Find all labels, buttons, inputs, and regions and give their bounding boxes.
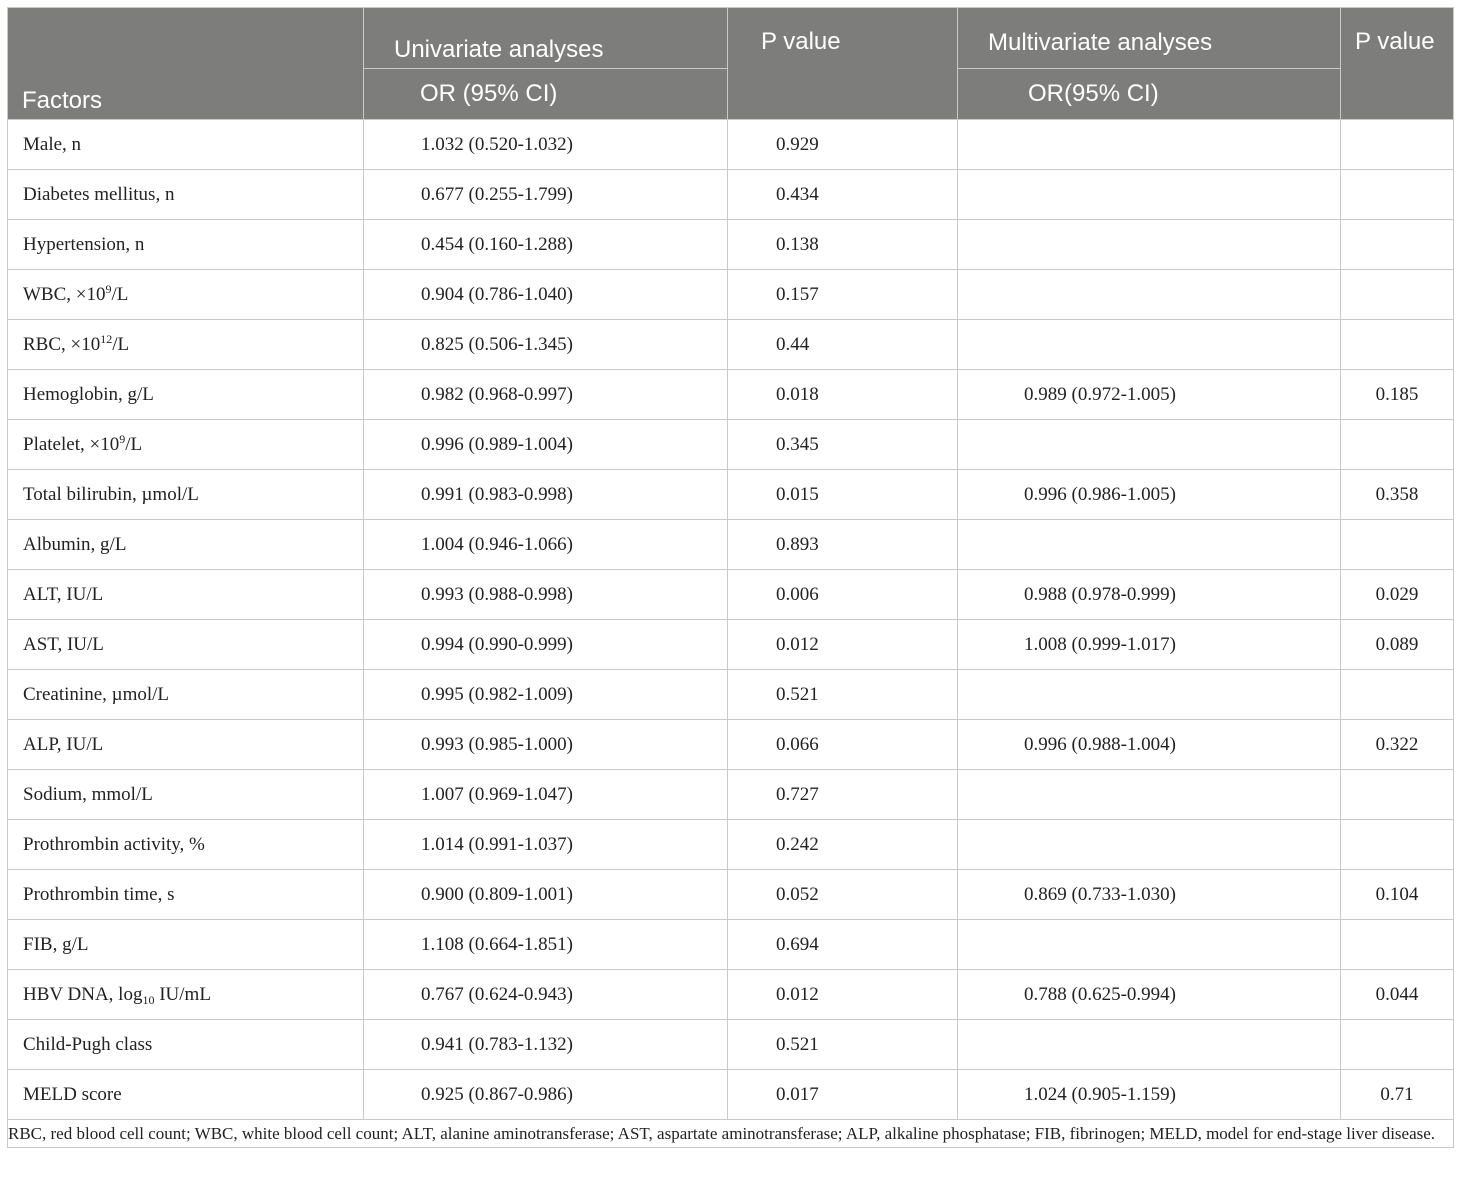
univariate-p-cell: 0.157 — [728, 270, 958, 320]
multivariate-p-cell: 0.71 — [1341, 1070, 1454, 1120]
univariate-p-cell: 0.006 — [728, 570, 958, 620]
table-row — [8, 220, 1454, 270]
factor-label: Sodium, mmol/L — [23, 783, 153, 805]
header-p-value-univariate: P value — [728, 8, 958, 120]
univariate-or-cell: 0.991 (0.983-0.998) — [364, 470, 728, 520]
factor-cell — [8, 770, 364, 820]
multivariate-or-cell: 0.996 (0.986-1.005) — [958, 470, 1341, 520]
univariate-or-cell: 0.677 (0.255-1.799) — [364, 170, 728, 220]
multivariate-p-cell — [1341, 120, 1454, 170]
multivariate-or-cell — [958, 1020, 1341, 1070]
factor-superscript: 12 — [100, 331, 113, 346]
factor-label: RBC, ×10 — [23, 333, 101, 355]
factor-label: ALT, IU/L — [23, 583, 104, 605]
univariate-or-cell: 0.995 (0.982-1.009) — [364, 670, 728, 720]
multivariate-or-cell — [958, 420, 1341, 470]
factor-cell — [8, 670, 364, 720]
header-factors: Factors — [8, 8, 364, 120]
multivariate-p-cell — [1341, 220, 1454, 270]
multivariate-or-cell: 0.996 (0.988-1.004) — [958, 720, 1341, 770]
table-row — [8, 320, 1454, 370]
multivariate-p-cell: 0.322 — [1341, 720, 1454, 770]
header-multivariate: Multivariate analyses — [958, 8, 1341, 69]
table-row — [8, 820, 1454, 870]
factor-unit: IU/mL — [154, 983, 211, 1005]
univariate-or-cell: 0.994 (0.990-0.999) — [364, 620, 728, 670]
header-multivariate-or: OR(95% CI) — [958, 69, 1341, 120]
univariate-p-cell: 0.242 — [728, 820, 958, 870]
factor-label: Hypertension, n — [23, 233, 145, 255]
table-row — [8, 170, 1454, 220]
multivariate-p-cell — [1341, 770, 1454, 820]
factor-label: Total bilirubin, µmol/L — [23, 483, 199, 505]
multivariate-or-cell — [958, 120, 1341, 170]
multivariate-p-cell: 0.029 — [1341, 570, 1454, 620]
univariate-p-cell: 0.345 — [728, 420, 958, 470]
univariate-p-cell: 0.017 — [728, 1070, 958, 1120]
table-row — [8, 270, 1454, 320]
table-row — [8, 920, 1454, 970]
univariate-p-cell: 0.052 — [728, 870, 958, 920]
univariate-or-cell: 0.767 (0.624-0.943) — [364, 970, 728, 1020]
factor-label: Prothrombin activity, % — [23, 833, 205, 855]
table-row — [8, 1070, 1454, 1120]
factor-cell — [8, 1070, 364, 1120]
univariate-p-cell: 0.066 — [728, 720, 958, 770]
multivariate-or-cell — [958, 270, 1341, 320]
univariate-p-cell: 0.694 — [728, 920, 958, 970]
univariate-or-cell: 0.454 (0.160-1.288) — [364, 220, 728, 270]
table-footnote: RBC, red blood cell count; WBC, white blood cell count; ALT, alanine aminotransferase; AST, aspartate aminotransferase; ALP, alkaline phosphatase; FIB, fibrinogen; MELD, model for end-stage liver disease. — [8, 1120, 1454, 1148]
factor-cell — [8, 170, 364, 220]
univariate-or-cell: 1.014 (0.991-1.037) — [364, 820, 728, 870]
multivariate-or-cell — [958, 320, 1341, 370]
multivariate-p-cell: 0.089 — [1341, 620, 1454, 670]
header-univariate: Univariate analyses — [364, 8, 728, 69]
univariate-or-cell: 0.993 (0.988-0.998) — [364, 570, 728, 620]
table-row — [8, 720, 1454, 770]
table-row — [8, 420, 1454, 470]
table-row — [8, 870, 1454, 920]
multivariate-or-cell — [958, 820, 1341, 870]
table-row — [8, 520, 1454, 570]
factor-label: FIB, g/L — [23, 933, 89, 955]
factor-label: Creatinine, µmol/L — [23, 683, 170, 705]
multivariate-p-cell — [1341, 920, 1454, 970]
multivariate-or-cell: 0.988 (0.978-0.999) — [958, 570, 1341, 620]
factor-cell — [8, 570, 364, 620]
header-univariate-or: OR (95% CI) — [364, 69, 728, 120]
factor-label: Prothrombin time, s — [23, 883, 175, 905]
factor-cell — [8, 870, 364, 920]
factor-unit: /L — [112, 333, 130, 355]
multivariate-p-cell: 0.104 — [1341, 870, 1454, 920]
factor-cell — [8, 1020, 364, 1070]
multivariate-p-cell — [1341, 520, 1454, 570]
factor-superscript: 9 — [105, 281, 112, 296]
univariate-p-cell: 0.893 — [728, 520, 958, 570]
multivariate-p-cell: 0.044 — [1341, 970, 1454, 1020]
factor-cell — [8, 220, 364, 270]
table-row — [8, 370, 1454, 420]
multivariate-or-cell: 1.024 (0.905-1.159) — [958, 1070, 1341, 1120]
factor-cell — [8, 120, 364, 170]
table-row — [8, 570, 1454, 620]
factor-superscript: 9 — [119, 431, 126, 446]
multivariate-p-cell — [1341, 420, 1454, 470]
univariate-p-cell: 0.138 — [728, 220, 958, 270]
univariate-p-cell: 0.521 — [728, 670, 958, 720]
multivariate-or-cell: 0.989 (0.972-1.005) — [958, 370, 1341, 420]
factor-label: Male, n — [23, 133, 82, 155]
factor-label: HBV DNA, log — [23, 983, 143, 1005]
table-body — [8, 120, 1454, 1120]
multivariate-p-cell: 0.358 — [1341, 470, 1454, 520]
univariate-or-cell: 0.982 (0.968-0.997) — [364, 370, 728, 420]
factor-cell — [8, 420, 364, 470]
factor-unit: /L — [111, 283, 129, 305]
factor-label: WBC, ×10 — [23, 283, 106, 305]
univariate-or-cell: 0.941 (0.783-1.132) — [364, 1020, 728, 1070]
univariate-or-cell: 1.004 (0.946-1.066) — [364, 520, 728, 570]
factor-label: Diabetes mellitus, n — [23, 183, 175, 205]
univariate-or-cell: 1.032 (0.520-1.032) — [364, 120, 728, 170]
table-row — [8, 770, 1454, 820]
univariate-or-cell: 0.993 (0.985-1.000) — [364, 720, 728, 770]
factor-cell — [8, 820, 364, 870]
univariate-or-cell: 0.996 (0.989-1.004) — [364, 420, 728, 470]
univariate-or-cell: 0.900 (0.809-1.001) — [364, 870, 728, 920]
multivariate-or-cell — [958, 770, 1341, 820]
multivariate-p-cell — [1341, 270, 1454, 320]
factor-subscript: 10 — [142, 992, 155, 1007]
table-row — [8, 470, 1454, 520]
factor-label: AST, IU/L — [23, 633, 104, 655]
multivariate-or-cell — [958, 670, 1341, 720]
factor-label: Child-Pugh class — [23, 1033, 153, 1055]
table-row — [8, 620, 1454, 670]
univariate-or-cell: 0.925 (0.867-0.986) — [364, 1070, 728, 1120]
univariate-or-cell: 1.007 (0.969-1.047) — [364, 770, 728, 820]
factor-cell — [8, 720, 364, 770]
multivariate-p-cell — [1341, 170, 1454, 220]
factor-cell — [8, 970, 364, 1020]
factor-label: Hemoglobin, g/L — [23, 383, 154, 405]
factor-label: MELD score — [23, 1083, 122, 1105]
multivariate-p-cell — [1341, 670, 1454, 720]
univariate-or-cell: 0.825 (0.506-1.345) — [364, 320, 728, 370]
multivariate-or-cell — [958, 170, 1341, 220]
factor-label: ALP, IU/L — [23, 733, 104, 755]
factor-cell — [8, 270, 364, 320]
factor-cell — [8, 920, 364, 970]
multivariate-or-cell — [958, 220, 1341, 270]
factor-unit: /L — [125, 433, 143, 455]
factor-label: Albumin, g/L — [23, 533, 127, 555]
univariate-p-cell: 0.015 — [728, 470, 958, 520]
multivariate-p-cell — [1341, 320, 1454, 370]
factor-label: Platelet, ×10 — [23, 433, 120, 455]
factor-cell — [8, 470, 364, 520]
univariate-p-cell: 0.012 — [728, 620, 958, 670]
table-row — [8, 120, 1454, 170]
multivariate-or-cell — [958, 920, 1341, 970]
univariate-p-cell: 0.521 — [728, 1020, 958, 1070]
factor-cell — [8, 320, 364, 370]
factor-cell — [8, 370, 364, 420]
univariate-p-cell: 0.727 — [728, 770, 958, 820]
factor-cell — [8, 520, 364, 570]
univariate-p-cell: 0.434 — [728, 170, 958, 220]
table-row — [8, 670, 1454, 720]
table-row — [8, 970, 1454, 1020]
multivariate-or-cell — [958, 520, 1341, 570]
multivariate-or-cell: 0.788 (0.625-0.994) — [958, 970, 1341, 1020]
univariate-p-cell: 0.018 — [728, 370, 958, 420]
table-header — [8, 8, 1454, 120]
univariate-or-cell: 1.108 (0.664-1.851) — [364, 920, 728, 970]
multivariate-p-cell — [1341, 1020, 1454, 1070]
factor-cell — [8, 620, 364, 670]
results-table — [7, 7, 1454, 1148]
multivariate-p-cell — [1341, 820, 1454, 870]
univariate-or-cell: 0.904 (0.786-1.040) — [364, 270, 728, 320]
header-p-value-multivariate: P value — [1341, 8, 1454, 120]
table-row — [8, 1020, 1454, 1070]
multivariate-or-cell: 1.008 (0.999-1.017) — [958, 620, 1341, 670]
multivariate-p-cell: 0.185 — [1341, 370, 1454, 420]
univariate-p-cell: 0.44 — [728, 320, 958, 370]
univariate-p-cell: 0.012 — [728, 970, 958, 1020]
univariate-p-cell: 0.929 — [728, 120, 958, 170]
multivariate-or-cell: 0.869 (0.733-1.030) — [958, 870, 1341, 920]
